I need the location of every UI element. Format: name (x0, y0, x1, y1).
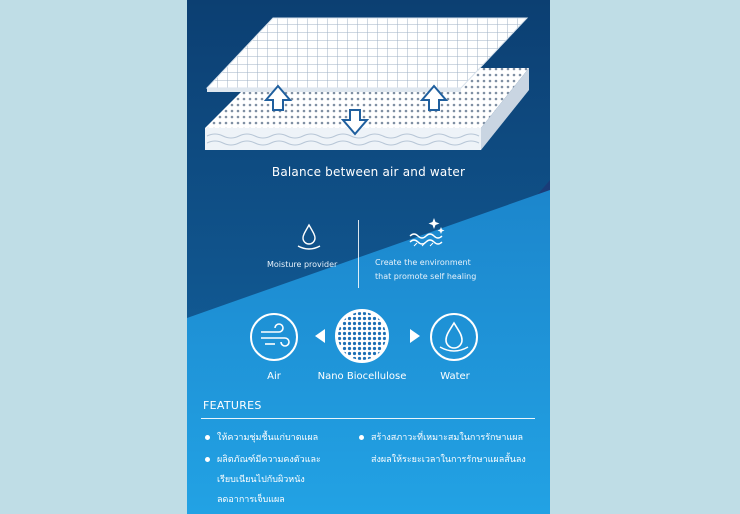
layer-illustration (187, 0, 550, 165)
features-title: FEATURES (203, 399, 262, 412)
feature-left-2-line-3: ลดอาการเจ็บแผล (217, 495, 285, 505)
feature-left-2-line-2: เรียบเนียนไปกับผิวหนัง (217, 475, 305, 485)
nano-label: Nano Biocellulose (317, 371, 407, 382)
air-label: Air (267, 371, 281, 382)
air-circle (250, 313, 298, 361)
water-drop-hand-icon (295, 222, 323, 252)
infographic-panel (187, 0, 550, 514)
feature-left-2-line-1: ผลิตภัณฑ์มีความคงตัวและ (217, 455, 321, 465)
tagline: Balance between air and water (271, 165, 466, 179)
water-drop-icon (432, 315, 476, 359)
feature-left-1-line-1: ให้ความชุ่มชื้นแก่บาดแผล (217, 433, 319, 443)
nano-circle (335, 309, 389, 363)
bullet-dot (205, 435, 210, 440)
feature-right-1-line-1: สร้างสภาวะที่เหมาะสมในการรักษาแผล (371, 433, 524, 443)
bullet-dot (205, 457, 210, 462)
bottom-layer-front (205, 128, 481, 150)
benefit-left-text: Moisture provider (267, 260, 338, 269)
nano-dots-icon (337, 311, 387, 361)
feature-right-1-line-2: ส่งผลให้ระยะเวลาในการรักษาแผลสั้นลง (371, 455, 526, 465)
benefit-right-line-1: Create the environment (375, 258, 471, 267)
bullet-dot (359, 435, 364, 440)
features-divider (201, 418, 535, 419)
arrow-left-icon (315, 329, 325, 343)
water-label: Water (440, 371, 470, 382)
wind-icon (252, 315, 296, 359)
arrow-right-icon (410, 329, 420, 343)
sparkle-waves-icon (408, 214, 448, 250)
benefit-divider (358, 220, 359, 288)
water-circle (430, 313, 478, 361)
benefit-right-line-2: that promote self healing (375, 272, 477, 281)
